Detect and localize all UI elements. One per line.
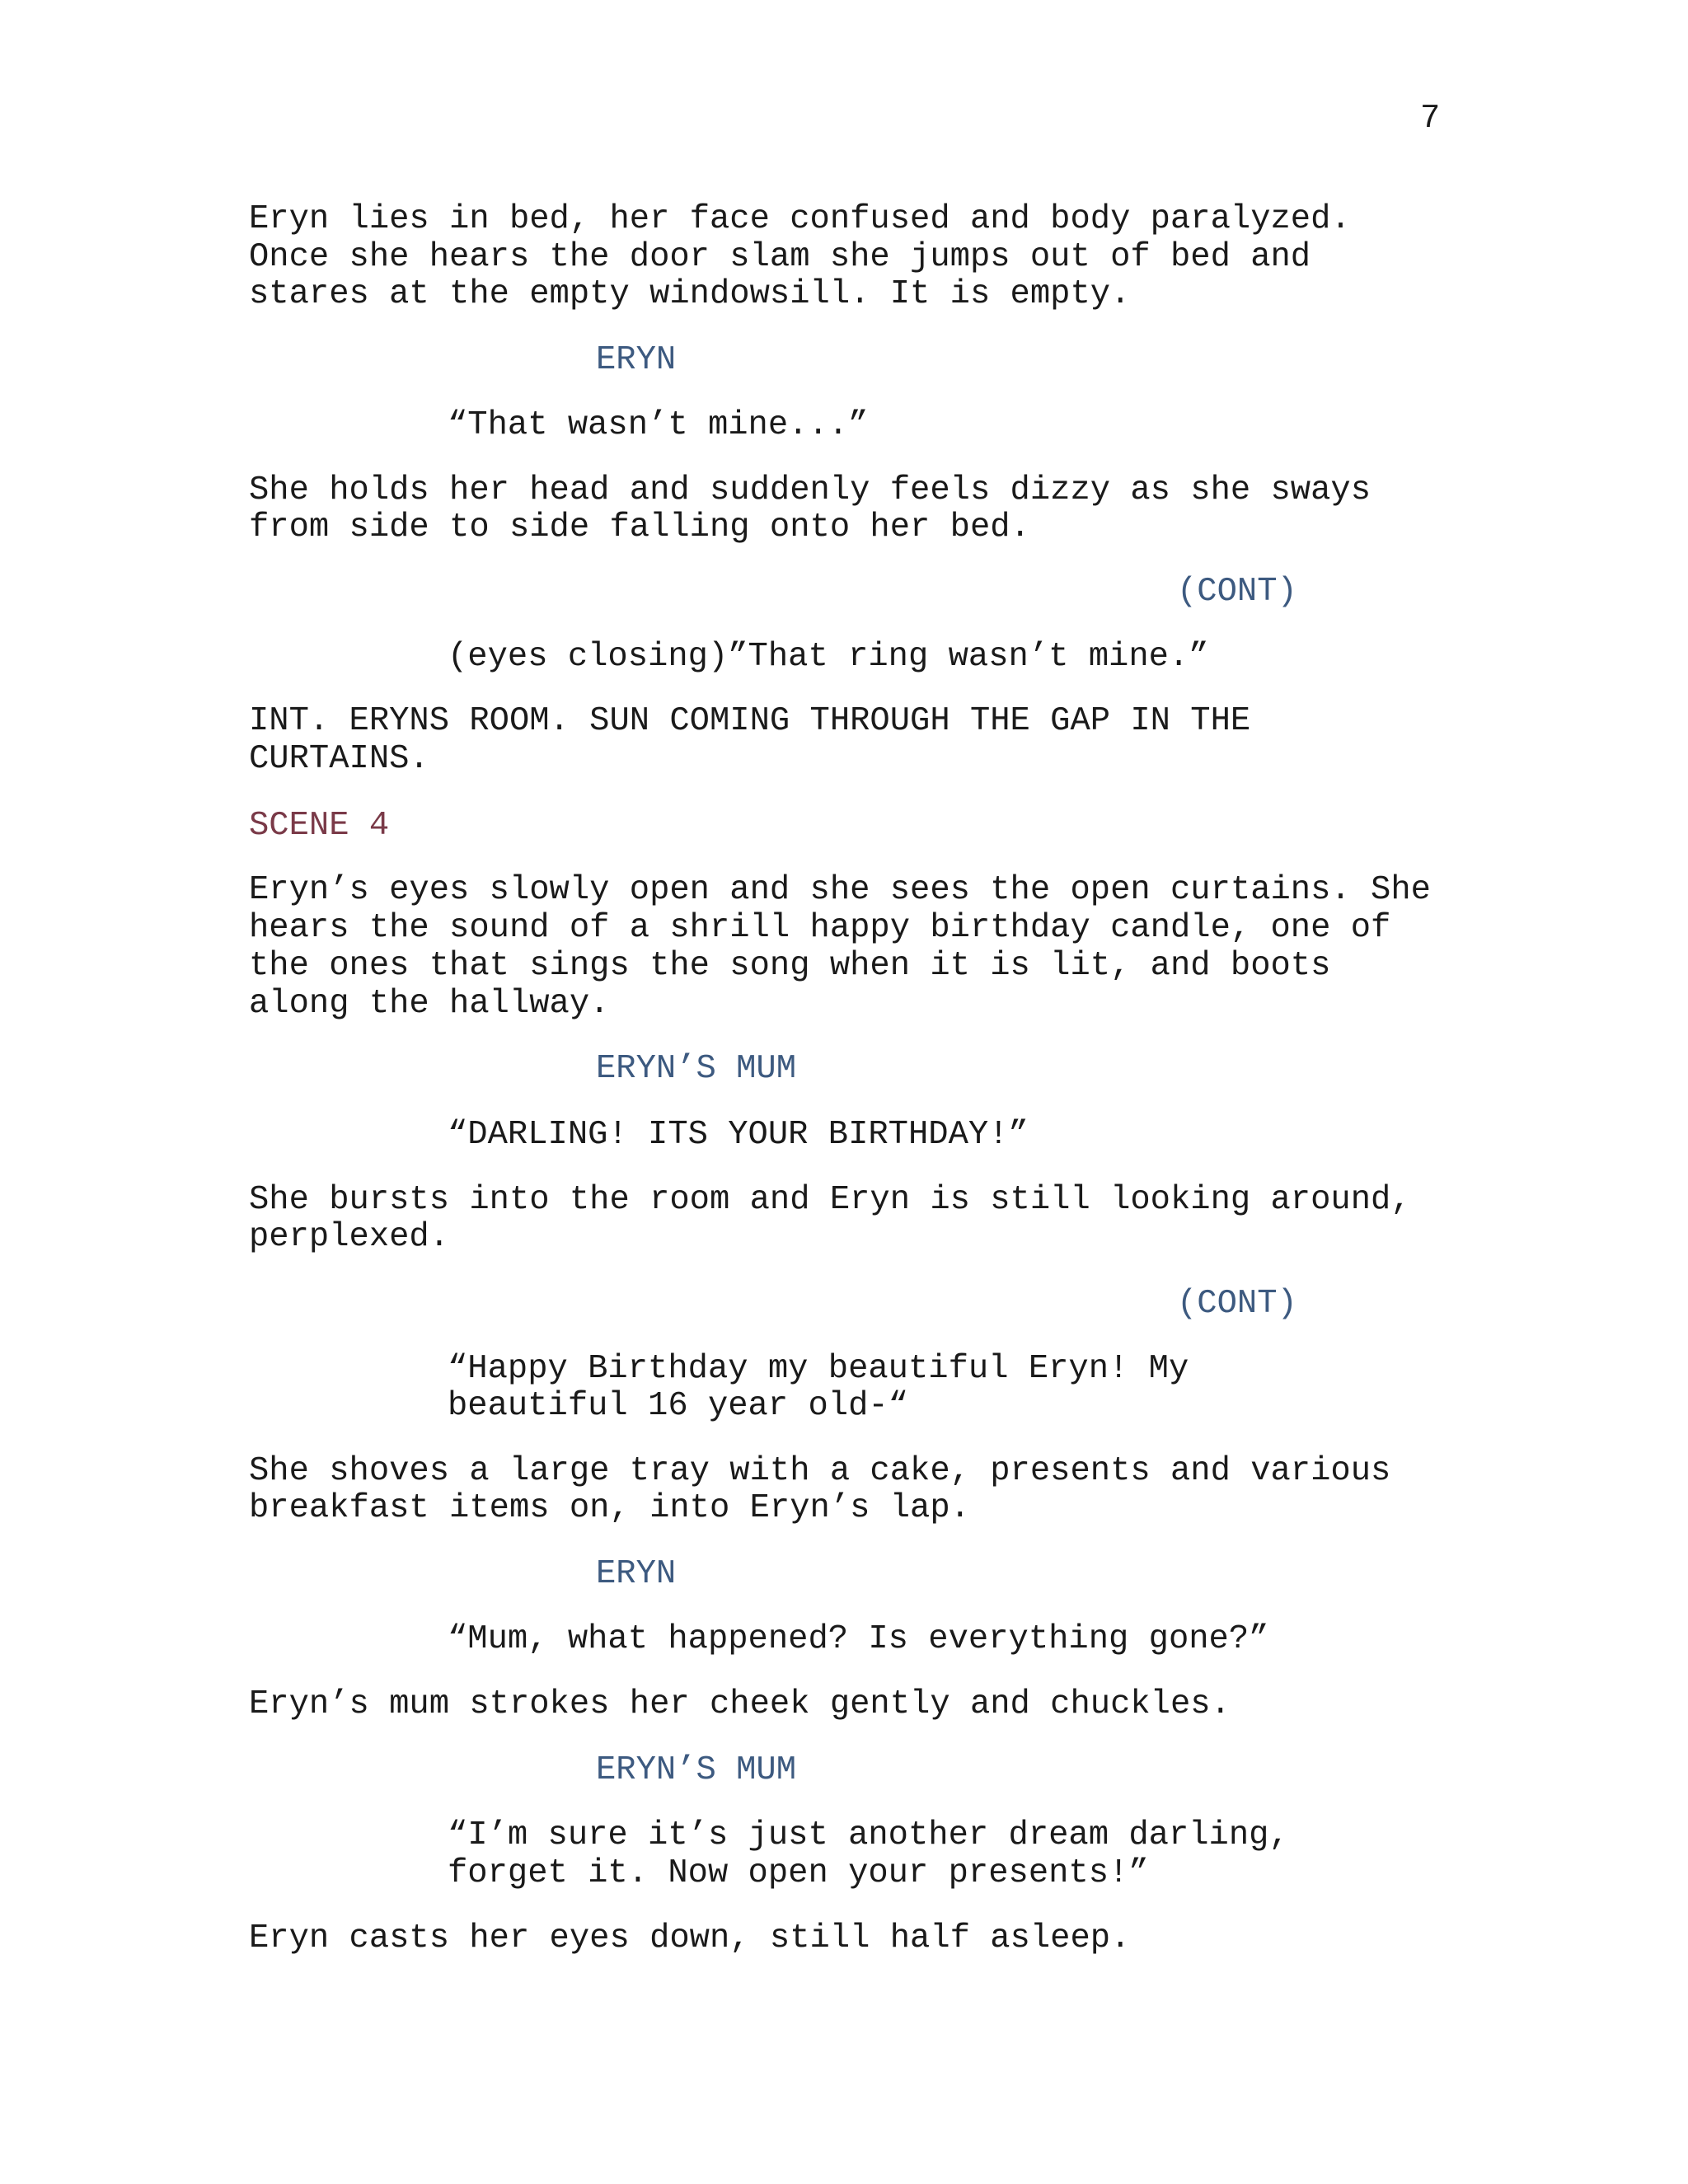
- action-line: stares at the empty windowsill. It is empty.: [249, 275, 1131, 313]
- character-name: ERYN’S MUM: [596, 1751, 797, 1789]
- continued-marker: (CONT): [1177, 1285, 1297, 1323]
- action-line: Once she hears the door slam she jumps out of bed and: [249, 238, 1311, 276]
- dialogue-line: forget it. Now open your presents!”: [448, 1854, 1149, 1892]
- page-number: 7: [1420, 100, 1441, 138]
- action-line: She shoves a large tray with a cake, presents and various: [249, 1452, 1391, 1490]
- action-line: She bursts into the room and Eryn is still looking around,: [249, 1181, 1411, 1219]
- action-line: the ones that sings the song when it is lit, and boots: [249, 947, 1331, 985]
- dialogue-line: beautiful 16 year old-“: [448, 1387, 908, 1425]
- action-line: perplexed.: [249, 1218, 450, 1256]
- action-line: Eryn casts her eyes down, still half asleep.: [249, 1919, 1131, 1957]
- character-name: ERYN: [596, 341, 677, 379]
- action-line: from side to side falling onto her bed.: [249, 509, 1030, 546]
- dialogue-line: “I’m sure it’s just another dream darling,: [448, 1816, 1289, 1854]
- scene-heading: SCENE 4: [249, 807, 390, 845]
- action-line: along the hallway.: [249, 985, 610, 1023]
- character-name: ERYN: [596, 1555, 677, 1593]
- dialogue-line: (eyes closing)”That ring wasn’t mine.”: [448, 638, 1209, 676]
- dialogue-line: “DARLING! ITS YOUR BIRTHDAY!”: [448, 1116, 1029, 1154]
- action-line: Eryn’s mum strokes her cheek gently and chuckles.: [249, 1685, 1231, 1723]
- character-name: ERYN’S MUM: [596, 1050, 797, 1088]
- dialogue-line: “Happy Birthday my beautiful Eryn! My: [448, 1350, 1189, 1388]
- action-line: hears the sound of a shrill happy birthday candle, one of: [249, 909, 1391, 947]
- action-line: Eryn lies in bed, her face confused and body paralyzed.: [249, 200, 1351, 238]
- dialogue-line: “That wasn’t mine...”: [448, 406, 869, 444]
- continued-marker: (CONT): [1177, 573, 1297, 611]
- action-line: breakfast items on, into Eryn’s lap.: [249, 1489, 970, 1527]
- action-line: CURTAINS.: [249, 740, 429, 778]
- action-line: INT. ERYNS ROOM. SUN COMING THROUGH THE GAP IN THE: [249, 702, 1251, 740]
- action-line: Eryn’s eyes slowly open and she sees the open curtains. She: [249, 871, 1431, 909]
- dialogue-line: “Mum, what happened? Is everything gone?”: [448, 1620, 1269, 1658]
- action-line: She holds her head and suddenly feels dizzy as she sways: [249, 471, 1372, 509]
